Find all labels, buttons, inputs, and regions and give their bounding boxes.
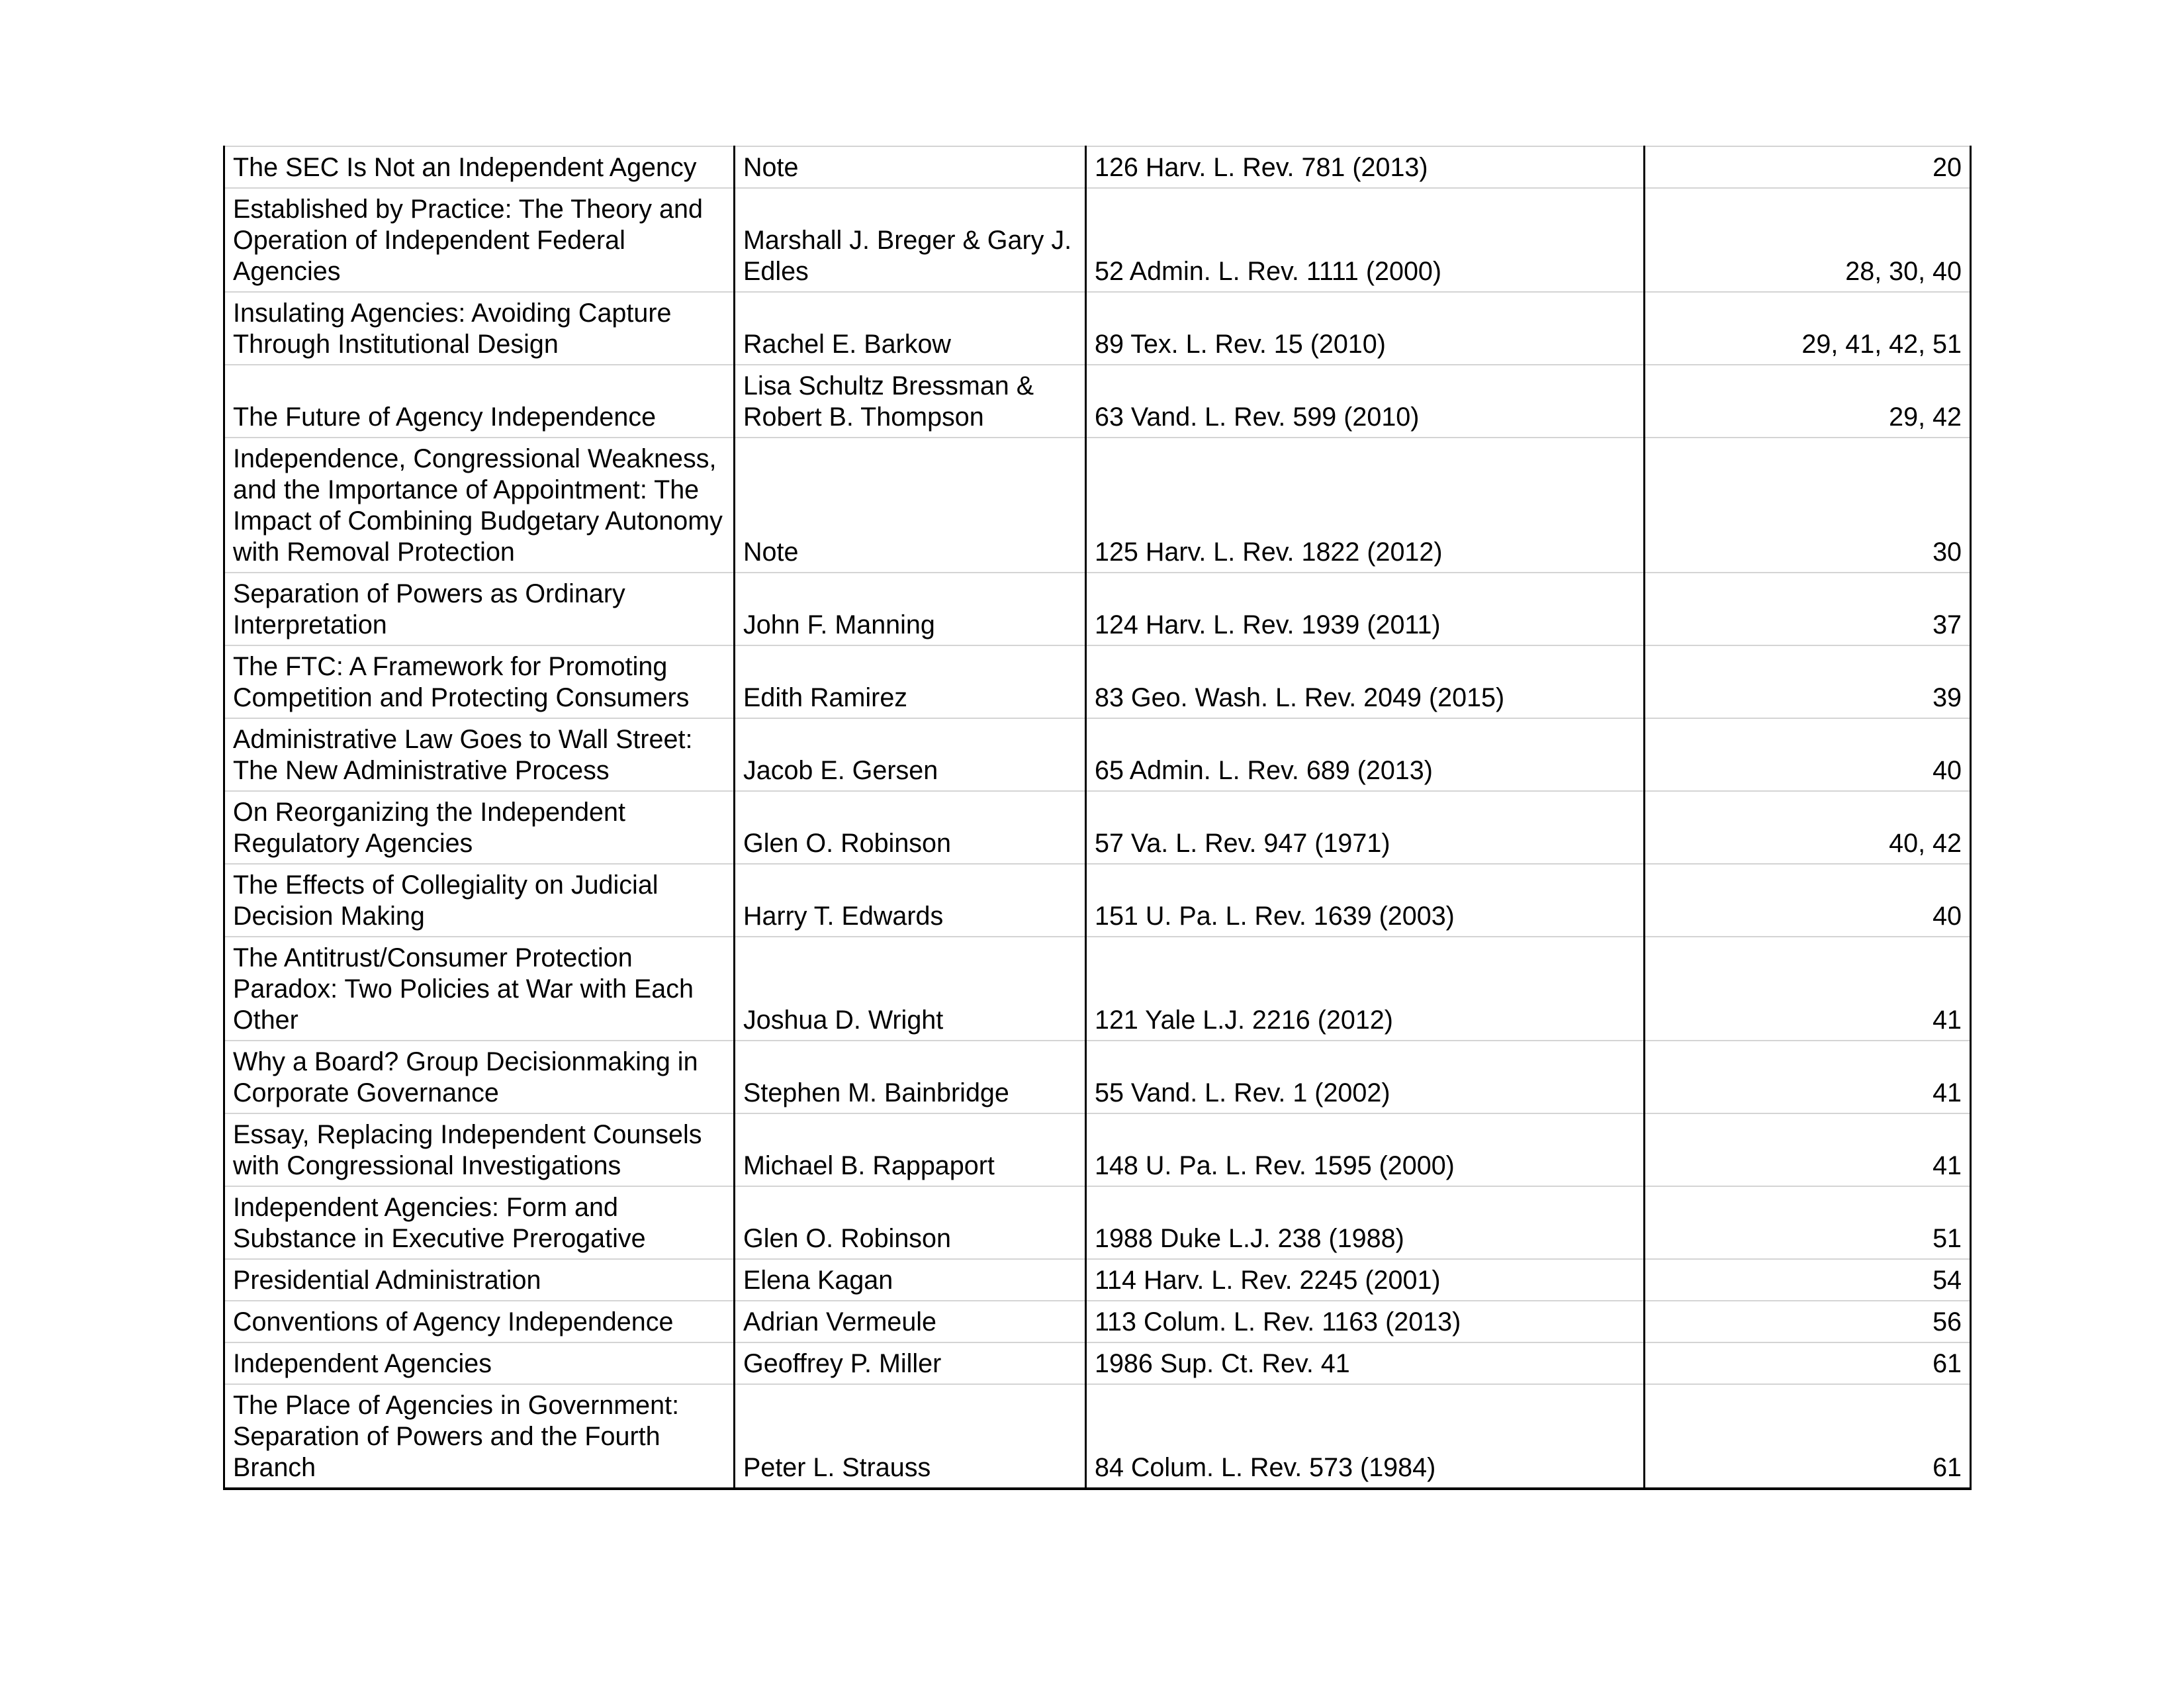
page-references-cell: 40 [1645, 718, 1971, 791]
citation-cell: 89 Tex. L. Rev. 15 (2010) [1086, 292, 1645, 365]
author-cell: Stephen M. Bainbridge [735, 1041, 1086, 1113]
page-references-cell: 61 [1645, 1384, 1971, 1489]
page-references-cell: 20 [1645, 146, 1971, 188]
author-cell: Glen O. Robinson [735, 791, 1086, 864]
page-references-cell: 29, 41, 42, 51 [1645, 292, 1971, 365]
citation-cell: 1986 Sup. Ct. Rev. 41 [1086, 1342, 1645, 1384]
citation-cell: 121 Yale L.J. 2216 (2012) [1086, 937, 1645, 1041]
author-cell: Note [735, 146, 1086, 188]
article-title-cell: On Reorganizing the Independent Regulatory Agencies [224, 791, 735, 864]
article-title-cell: Independent Agencies [224, 1342, 735, 1384]
article-title-cell: The SEC Is Not an Independent Agency [224, 146, 735, 188]
article-title-cell: Essay, Replacing Independent Counsels with Congressional Investigations [224, 1113, 735, 1186]
table-row [224, 438, 1971, 573]
citation-cell: 52 Admin. L. Rev. 1111 (2000) [1086, 188, 1645, 292]
article-title-cell: Independence, Congressional Weakness, and the Importance of Appointment: The Impact of Combining Budgetary Autonomy with Removal Protection [224, 438, 735, 573]
citation-cell: 114 Harv. L. Rev. 2245 (2001) [1086, 1259, 1645, 1301]
table-row [224, 146, 1971, 188]
page-references-cell: 28, 30, 40 [1645, 188, 1971, 292]
table-row [224, 1259, 1971, 1301]
table-row [224, 791, 1971, 864]
author-cell: Marshall J. Breger & Gary J. Edles [735, 188, 1086, 292]
table-row [224, 573, 1971, 645]
article-title-cell: The Effects of Collegiality on Judicial Decision Making [224, 864, 735, 937]
author-cell: Elena Kagan [735, 1259, 1086, 1301]
table-row [224, 1384, 1971, 1489]
citation-table [223, 146, 1972, 1490]
table-row [224, 292, 1971, 365]
table-row [224, 1342, 1971, 1384]
citation-cell: 151 U. Pa. L. Rev. 1639 (2003) [1086, 864, 1645, 937]
author-cell: Peter L. Strauss [735, 1384, 1086, 1489]
table-row [224, 937, 1971, 1041]
citation-table-body [224, 146, 1971, 1489]
article-title-cell: Why a Board? Group Decisionmaking in Corporate Governance [224, 1041, 735, 1113]
article-title-cell: Presidential Administration [224, 1259, 735, 1301]
author-cell: Michael B. Rappaport [735, 1113, 1086, 1186]
article-title-cell: Separation of Powers as Ordinary Interpretation [224, 573, 735, 645]
citation-cell: 63 Vand. L. Rev. 599 (2010) [1086, 365, 1645, 438]
author-cell: Geoffrey P. Miller [735, 1342, 1086, 1384]
table-row [224, 645, 1971, 718]
article-title-cell: Independent Agencies: Form and Substance in Executive Prerogative [224, 1186, 735, 1259]
citation-cell: 84 Colum. L. Rev. 573 (1984) [1086, 1384, 1645, 1489]
table-row [224, 365, 1971, 438]
article-title-cell: The FTC: A Framework for Promoting Competition and Protecting Consumers [224, 645, 735, 718]
table-row [224, 864, 1971, 937]
citation-cell: 83 Geo. Wash. L. Rev. 2049 (2015) [1086, 645, 1645, 718]
table-row [224, 1301, 1971, 1342]
article-title-cell: Insulating Agencies: Avoiding Capture Through Institutional Design [224, 292, 735, 365]
table-row [224, 188, 1971, 292]
author-cell: Edith Ramirez [735, 645, 1086, 718]
author-cell: Rachel E. Barkow [735, 292, 1086, 365]
author-cell: Jacob E. Gersen [735, 718, 1086, 791]
author-cell: John F. Manning [735, 573, 1086, 645]
page-references-cell: 51 [1645, 1186, 1971, 1259]
citation-cell: 126 Harv. L. Rev. 781 (2013) [1086, 146, 1645, 188]
citation-cell: 125 Harv. L. Rev. 1822 (2012) [1086, 438, 1645, 573]
article-title-cell: Established by Practice: The Theory and Operation of Independent Federal Agencies [224, 188, 735, 292]
page-references-cell: 61 [1645, 1342, 1971, 1384]
page-references-cell: 37 [1645, 573, 1971, 645]
page-references-cell: 41 [1645, 1113, 1971, 1186]
article-title-cell: Conventions of Agency Independence [224, 1301, 735, 1342]
page-references-cell: 29, 42 [1645, 365, 1971, 438]
author-cell: Glen O. Robinson [735, 1186, 1086, 1259]
page-references-cell: 40 [1645, 864, 1971, 937]
citation-cell: 57 Va. L. Rev. 947 (1971) [1086, 791, 1645, 864]
citation-cell: 148 U. Pa. L. Rev. 1595 (2000) [1086, 1113, 1645, 1186]
article-title-cell: The Future of Agency Independence [224, 365, 735, 438]
table-row [224, 1041, 1971, 1113]
page-references-cell: 30 [1645, 438, 1971, 573]
page-references-cell: 41 [1645, 1041, 1971, 1113]
page-references-cell: 39 [1645, 645, 1971, 718]
citation-cell: 113 Colum. L. Rev. 1163 (2013) [1086, 1301, 1645, 1342]
author-cell: Note [735, 438, 1086, 573]
page-references-cell: 41 [1645, 937, 1971, 1041]
article-title-cell: Administrative Law Goes to Wall Street: The New Administrative Process [224, 718, 735, 791]
table-row [224, 718, 1971, 791]
page-references-cell: 40, 42 [1645, 791, 1971, 864]
author-cell: Joshua D. Wright [735, 937, 1086, 1041]
article-title-cell: The Place of Agencies in Government: Separation of Powers and the Fourth Branch [224, 1384, 735, 1489]
author-cell: Adrian Vermeule [735, 1301, 1086, 1342]
author-cell: Lisa Schultz Bressman & Robert B. Thompson [735, 365, 1086, 438]
page-references-cell: 56 [1645, 1301, 1971, 1342]
citation-cell: 55 Vand. L. Rev. 1 (2002) [1086, 1041, 1645, 1113]
author-cell: Harry T. Edwards [735, 864, 1086, 937]
citation-cell: 1988 Duke L.J. 238 (1988) [1086, 1186, 1645, 1259]
citation-cell: 124 Harv. L. Rev. 1939 (2011) [1086, 573, 1645, 645]
table-row [224, 1186, 1971, 1259]
table-row [224, 1113, 1971, 1186]
citation-cell: 65 Admin. L. Rev. 689 (2013) [1086, 718, 1645, 791]
page-references-cell: 54 [1645, 1259, 1971, 1301]
article-title-cell: The Antitrust/Consumer Protection Paradox: Two Policies at War with Each Other [224, 937, 735, 1041]
